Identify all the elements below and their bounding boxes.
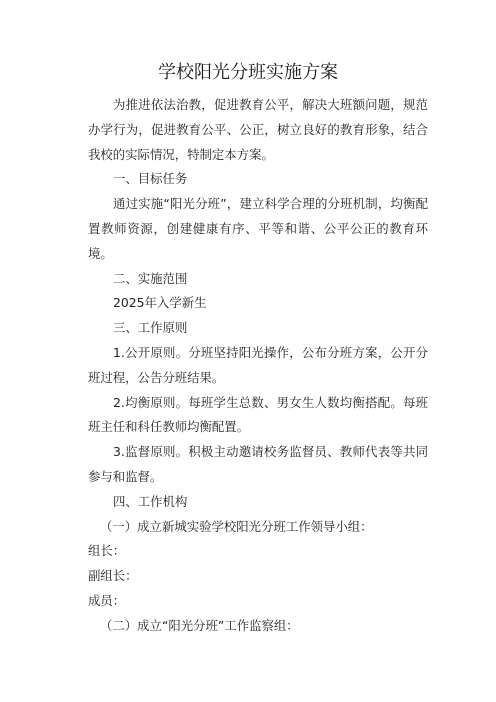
- members-line: 成员：: [88, 592, 126, 608]
- scope-paragraph: 2025年入学新生: [113, 295, 207, 311]
- section-heading-organization: 四、工作机构: [113, 493, 188, 509]
- deputy-leader-line: 副组长：: [88, 568, 138, 584]
- leader-line: 组长：: [88, 543, 126, 559]
- section-heading-principles: 三、工作原则: [113, 320, 188, 336]
- section-heading-scope: 二、实施范围: [113, 270, 188, 286]
- subsection-leadership-group: （一）成立新城实验学校阳光分班工作领导小组：: [100, 518, 373, 534]
- principle-open: 1.公开原则。分班坚持阳光操作，公布分班方案，公开分班过程，公告分班结果。: [88, 344, 428, 385]
- document-body: [88, 93, 428, 639]
- intro-paragraph: 为推进依法治教，促进教育公平，解决大班额问题，规范办学行为，促进教育公平、公正，树立良好的教育形象，结合我校的实际情况，特制定本方案。: [88, 97, 428, 162]
- goals-paragraph: 通过实施“阳光分班”，建立科学合理的分班机制，均衡配置教师资源，创建健康有序、平等和谐、公平公正的教育环境。: [88, 196, 428, 261]
- document-title: 学校阳光分班实施方案: [158, 62, 338, 83]
- principle-balance: 2.均衡原则。每班学生总数、男女生人数均衡搭配。每班班主任和科任教师均衡配置。: [88, 394, 428, 435]
- section-heading-goals: 一、目标任务: [113, 171, 188, 187]
- principle-supervision: 3.监督原则。积极主动邀请校务监督员、教师代表等共同参与和监督。: [88, 444, 428, 484]
- subsection-supervision-group: （二）成立“阳光分班”工作监察组：: [100, 617, 299, 633]
